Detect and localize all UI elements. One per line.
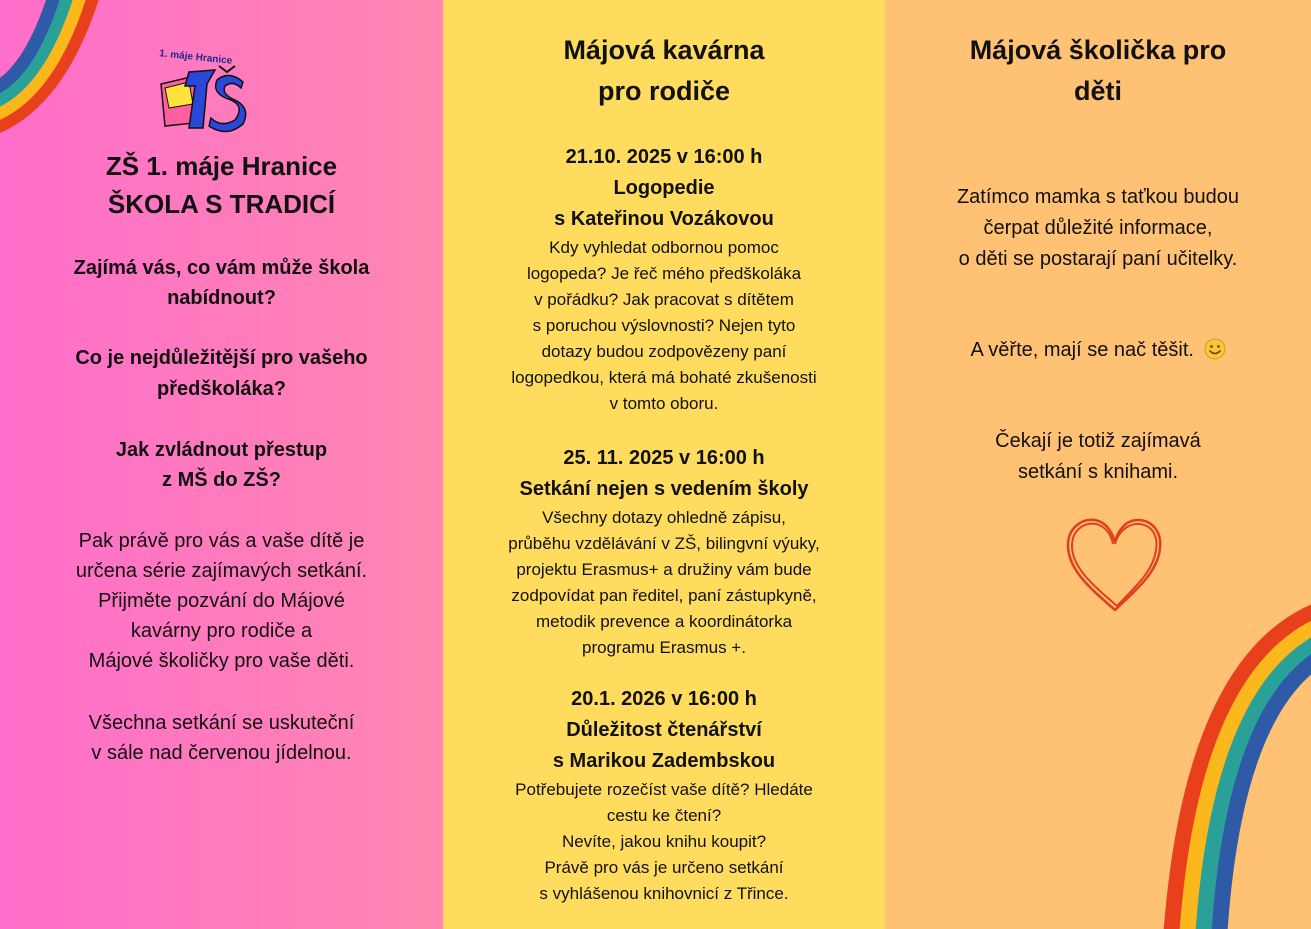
intro-line: Májové školičky pro vaše děti. xyxy=(88,650,355,672)
intro-line: Pak právě pro vás a vaše dítě je xyxy=(78,530,365,552)
event-title: Logopedie xyxy=(613,177,715,199)
event-text: logopedkou, která má bohaté zkušenosti xyxy=(511,368,817,387)
smiley-icon xyxy=(1204,338,1226,360)
event-text: s vyhlášenou knihovnicí z Třince. xyxy=(539,884,789,903)
event-text: Právě pro vás je určeno setkání xyxy=(544,858,784,877)
event-title: Důležitost čtenářství xyxy=(566,719,762,741)
event-text: Nevíte, jakou knihu koupit? xyxy=(561,832,767,851)
question-3-line-2: z MŠ do ZŠ? xyxy=(162,469,281,491)
event-text: metodik prevence a koordinátorka xyxy=(535,612,793,631)
school-logo xyxy=(155,48,250,132)
intro-line: kavárny pro rodiče a xyxy=(130,620,313,642)
event-date: 21.10. 2025 v 16:00 h xyxy=(565,146,763,168)
books-line: Čekají je totiž zajímavá xyxy=(995,430,1201,452)
right-panel xyxy=(885,0,1311,929)
event-2 xyxy=(443,443,885,661)
venue-line: Všechna setkání se uskuteční xyxy=(88,712,355,734)
event-text: Všechny dotazy ohledně zápisu, xyxy=(542,508,786,527)
event-title: s Marikou Zadembskou xyxy=(552,750,776,772)
event-date: 20.1. 2026 v 16:00 h xyxy=(571,688,757,710)
event-text: dotazy budou zodpovězeny paní xyxy=(541,342,787,361)
question-3-line-1: Jak zvládnout přestup xyxy=(115,439,328,461)
event-text: projektu Erasmus+ a družiny vám bude xyxy=(516,560,812,579)
parents-line: Zatímco mamka s taťkou budou xyxy=(956,186,1240,208)
event-title: s Kateřinou Vozákovou xyxy=(554,208,774,230)
school-motto: ŠKOLA S TRADICÍ xyxy=(107,189,336,219)
venue-line: v sále nad červenou jídelnou. xyxy=(91,742,352,764)
event-text: s poruchou výslovnosti? Nejen tyto xyxy=(532,316,796,335)
event-text: Kdy vyhledat odbornou pomoc xyxy=(549,238,779,257)
school-title-line-2: děti xyxy=(1073,76,1122,106)
event-text: programu Erasmus +. xyxy=(582,638,746,657)
school-name: ZŠ 1. máje Hranice xyxy=(105,151,338,181)
event-3 xyxy=(443,684,885,907)
cafe-title-line-1: Májová kavárna xyxy=(563,35,765,65)
event-date: 25. 11. 2025 v 16:00 h xyxy=(563,447,765,469)
intro-line: Přijměte pozvání do Májové xyxy=(98,590,345,612)
event-text: v pořádku? Jak pracovat s dítětem xyxy=(534,290,794,309)
look-forward-text: A věřte, mají se nač těšit. xyxy=(970,339,1194,361)
rainbow-bottom-right-icon xyxy=(1161,589,1311,929)
event-title: Setkání nejen s vedením školy xyxy=(519,478,809,500)
parents-paragraph xyxy=(885,182,1311,275)
rainbow-top-left-icon xyxy=(0,0,130,160)
event-text: cestu ke čtení? xyxy=(606,806,722,825)
books-line: setkání s knihami. xyxy=(1017,461,1179,483)
middle-panel xyxy=(443,0,885,929)
question-1-line-2: nabídnout? xyxy=(167,287,276,309)
event-text: logopeda? Je řeč mého předškoláka xyxy=(526,264,802,283)
event-1 xyxy=(443,142,885,417)
logo-graphic-icon xyxy=(155,64,250,134)
school-title-line-1: Májová školička pro xyxy=(969,35,1227,65)
parents-line: čerpat důležité informace, xyxy=(983,217,1213,239)
logo-text: 1. máje Hranice xyxy=(158,48,233,67)
event-text: průběhu vzdělávání v ZŠ, bilingvní výuky, xyxy=(508,534,820,553)
event-text: zodpovídat pan ředitel, paní zástupkyně, xyxy=(511,586,817,605)
event-text: v tomto oboru. xyxy=(609,394,719,413)
left-panel xyxy=(0,0,443,929)
question-2-line-2: předškoláka? xyxy=(157,378,286,400)
intro-paragraph xyxy=(0,526,443,676)
event-text: Potřebujete rozečíst vaše dítě? Hledáte xyxy=(515,780,813,799)
books-paragraph xyxy=(885,426,1311,488)
look-forward-paragraph xyxy=(885,335,1311,366)
parents-line: o děti se postarají paní učitelky. xyxy=(958,248,1238,270)
heart-icon xyxy=(1060,510,1170,620)
cafe-title-line-2: pro rodiče xyxy=(597,76,731,106)
venue-paragraph xyxy=(0,708,443,768)
intro-line: určena série zajímavých setkání. xyxy=(75,560,368,582)
question-2-line-1: Co je nejdůležitější pro vašeho xyxy=(75,347,368,369)
question-1-line-1: Zajímá vás, co vám může škola xyxy=(73,257,370,279)
